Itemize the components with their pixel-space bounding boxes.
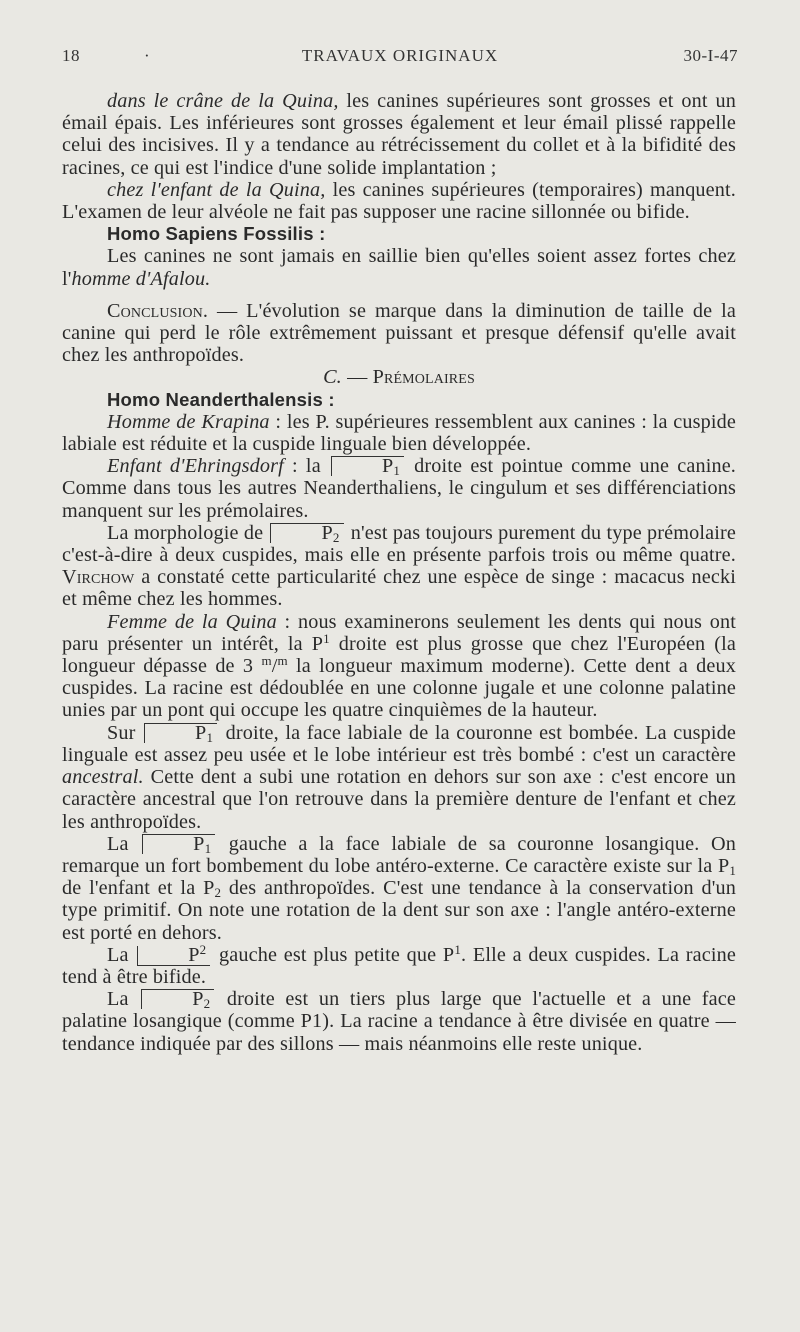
paragraph-text: les canines supérieures sont grosses et ont un émail épais. Les inférieures sont grosses également et leur émail plissé rappelle celui des incisives. Il y a tendance au rétrécissement du collet et à la bifidité des racines, ce qui est l'indice d'une solide implantation ;: [62, 90, 736, 179]
tooth-letter: P: [188, 943, 200, 966]
paragraph: [62, 245, 736, 289]
section-letter: C.: [323, 366, 342, 389]
tooth-index: 2: [199, 941, 207, 957]
paragraph-text: droite est plus grosse que chez l'Européen (la longueur dépasse de 3: [62, 632, 736, 678]
tooth-index: 1: [204, 840, 212, 856]
subscript: 1: [729, 862, 736, 878]
unit-slash: /: [271, 655, 278, 678]
tooth-notation: [142, 834, 215, 854]
paragraph: [62, 411, 736, 455]
superscript: 1: [454, 941, 461, 957]
paragraph-text: droite est un tiers plus large que l'actuelle et a une face palatine losangique (comme P1). La racine a tendance à être divisée en quatre — tendance indiquée par des sillons — mais néanmoins elle reste unique.: [62, 988, 736, 1055]
tooth-notation: [331, 455, 404, 479]
paragraph-text: : la: [283, 455, 329, 478]
section-heading: Homo Neanderthalensis :: [107, 388, 335, 410]
tooth-notation: [270, 523, 343, 543]
tooth-letter: P: [195, 721, 207, 744]
section-name: Prémolaires: [372, 366, 475, 389]
tooth-letter: P: [193, 832, 205, 855]
unit-mm-top: m: [261, 653, 272, 669]
page-header: [62, 46, 738, 72]
body-text: [62, 90, 736, 1055]
italic-phrase: Homme de Krapina: [107, 410, 270, 433]
paragraph-text: n'est pas toujours purement du type prémolaire c'est-à-dire à deux cuspides, mais elle en présente parfois trois ou même quatre.: [62, 521, 736, 567]
section-heading: Homo Sapiens Fossilis :: [107, 223, 326, 245]
tooth-letter: P: [192, 988, 204, 1011]
paragraph: [62, 522, 736, 611]
italic-phrase: ancestral.: [62, 766, 144, 789]
superscript: 1: [323, 630, 330, 646]
tooth-index: 2: [203, 996, 211, 1012]
paragraph: [62, 833, 736, 944]
unit-mm-bottom: m: [277, 653, 288, 669]
paragraph-text: droite, la face labiale de la couronne est bombée. La cuspide linguale est assez peu usée et le lobe intérieur est très bombé : c'est un caractère: [62, 721, 736, 766]
paragraph: [62, 179, 736, 223]
paragraph-text: . Elle a deux cuspides. La racine tend à être bifide.: [62, 943, 737, 988]
tooth-notation: [144, 723, 217, 743]
tooth-index: 1: [393, 463, 401, 479]
italic-phrase: homme d'Afalou.: [71, 267, 211, 290]
subscript: 2: [214, 885, 222, 901]
paragraph-text: — L'évolution se marque dans la diminution de taille de la canine qui perd le rôle extrêmement puissant et presque défensif qu'elle avait chez les anthropoïdes.: [62, 299, 736, 367]
page-number: 18: [62, 46, 80, 65]
italic-phrase: Femme de la Quina: [107, 610, 277, 633]
tooth-notation: [141, 988, 214, 1012]
paragraph-text: La: [107, 943, 136, 966]
paragraph-text: : nous examinerons seulement les dents qui nous ont paru présenter un intérêt, la P: [62, 610, 736, 655]
paragraph-text: La morphologie de: [107, 521, 269, 544]
header-separator: ·: [144, 46, 151, 65]
tooth-index: 1: [206, 729, 214, 745]
paragraph: [62, 455, 736, 522]
italic-phrase: Enfant d'Ehringsdorf: [107, 455, 284, 478]
header-date: 30-I-47: [683, 46, 738, 65]
tooth-index: 2: [332, 529, 340, 545]
section-dash: —: [341, 366, 373, 389]
conclusion-label: Conclusion.: [107, 299, 209, 322]
paragraph-text: Cette dent a subi une rotation en dehors sur son axe : c'est encore un caractère ancestral que l'on retrouve dans la première denture de l'enfant et chez les anthropoïdes.: [62, 766, 736, 833]
paragraph: [62, 90, 736, 179]
paragraph-text: a constaté cette particularité chez une espèce de singe : macacus necki et même chez les hommes.: [62, 566, 736, 611]
paragraph: [62, 988, 736, 1055]
italic-phrase: dans le crâne de la Quina,: [107, 90, 339, 112]
paragraph: [62, 611, 736, 722]
paragraph-text: des anthropoïdes. C'est une tendance à la conservation d'un type primitif. On note une rotation de la dent sur son axe : l'angle antéro-externe est porté en dehors.: [62, 877, 736, 944]
paragraph-text: : les P. supérieures ressemblent aux canines : la cuspide labiale est réduite et la cuspide linguale bien développée.: [62, 410, 736, 456]
tooth-notation-lower: [137, 941, 210, 966]
paragraph-text: Sur: [107, 721, 143, 744]
paragraph: [62, 722, 736, 833]
paragraph-text: gauche a la face labiale de sa couronne losangique. On remarque un fort bombement du lobe antéro-externe. Ce caractère existe sur la P: [62, 832, 736, 877]
paragraph-text: La: [107, 832, 141, 855]
paragraph-text: les canines supérieures (temporaires) manquent. L'examen de leur alvéole ne fait pas supposer une racine sillonnée ou bifide.: [62, 178, 736, 224]
paragraph: [62, 941, 737, 988]
paragraph-text: droite est pointue comme une canine. Comme dans tous les autres Neanderthaliens, le cingulum et ses différenciations manquent sur les prémolaires.: [62, 455, 737, 522]
italic-phrase: chez l'enfant de la Quina,: [107, 178, 326, 201]
paragraph-text: La: [107, 988, 140, 1011]
tooth-letter: P: [321, 521, 333, 544]
paragraph-text: de l'enfant et la P: [62, 877, 215, 900]
paragraph-text: la longueur maximum moderne). Cette dent a deux cuspides. La racine est dédoublée en une colonne jugale et une colonne palatine unies par un pont qui occupe les quatre cinquièmes de la hauteur.: [62, 655, 736, 722]
paragraph-text: gauche est plus petite que P: [212, 943, 455, 966]
paragraph-text: Les canines ne sont jamais en saillie bien qu'elles soient assez fortes chez l': [62, 245, 736, 290]
tooth-letter: P: [381, 455, 394, 478]
paragraph: [62, 300, 736, 367]
section-title: [62, 366, 736, 388]
author-name: Virchow: [62, 566, 135, 589]
running-title: TRAVAUX ORIGINAUX: [301, 46, 499, 65]
